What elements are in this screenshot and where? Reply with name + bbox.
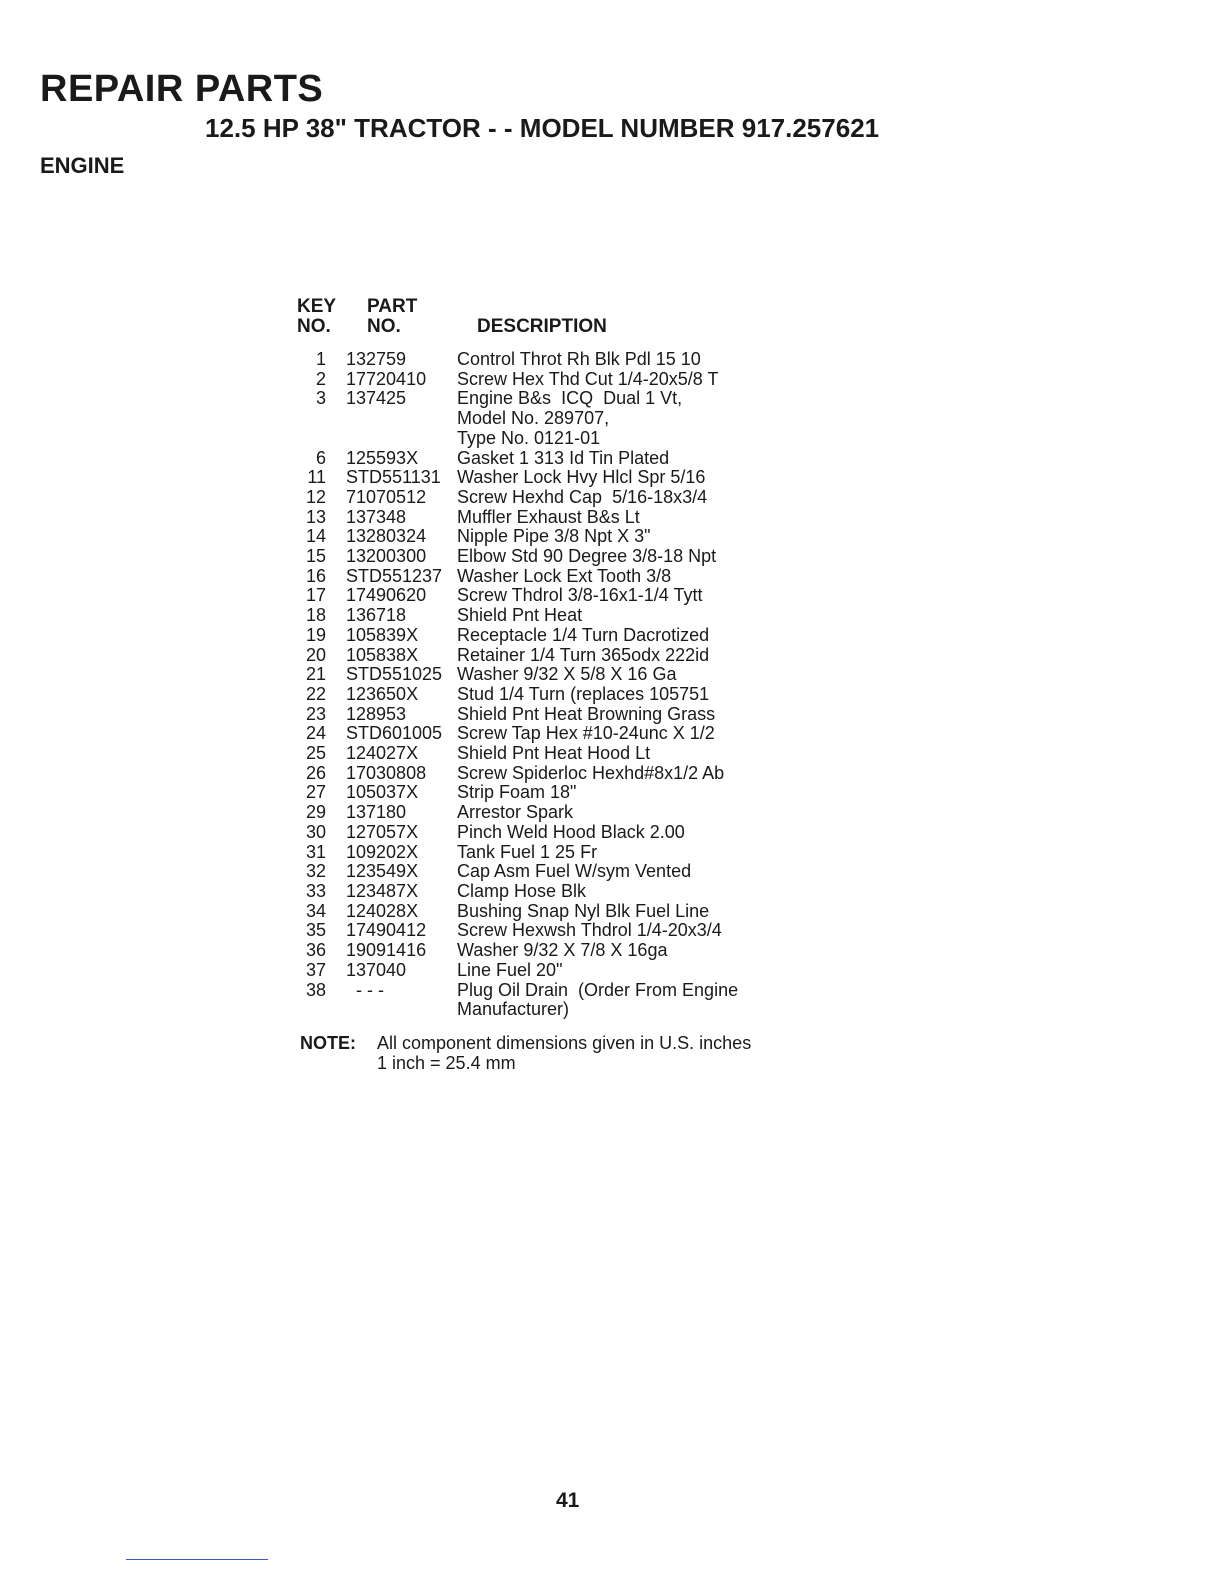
part-description: [457, 685, 816, 705]
key-number: 36: [305, 940, 326, 961]
part-number: 136718: [346, 605, 407, 626]
part-number: STD551237: [346, 565, 443, 586]
part-description: [457, 882, 816, 902]
parts-row: [296, 803, 816, 823]
description-line: Bushing Snap Nyl Blk Fuel Line: [457, 900, 710, 921]
description-line: Screw Hexhd Cap 5/16-18x3/4: [457, 486, 708, 507]
key-number: 23: [305, 703, 326, 724]
part-description: [457, 606, 816, 626]
key-number: 6: [315, 447, 326, 468]
part-description: [457, 527, 816, 547]
part-description: [457, 626, 816, 646]
key-number: 14: [305, 526, 326, 547]
part-description: [457, 803, 816, 823]
part-number: - - -: [346, 979, 384, 1000]
part-number: 137180: [346, 802, 407, 823]
description-line: Shield Pnt Heat Hood Lt: [457, 743, 651, 764]
key-number: 27: [305, 782, 326, 803]
key-number: 37: [305, 959, 326, 980]
description-line: Washer Lock Hvy Hlcl Spr 5/16: [457, 467, 706, 488]
key-number: 12: [305, 486, 326, 507]
note-label: NOTE:: [300, 1033, 356, 1053]
key-number: 2: [315, 368, 326, 389]
description-line: Manufacturer): [457, 999, 570, 1020]
description-line: Plug Oil Drain (Order From Engine: [457, 979, 739, 1000]
description-header: DESCRIPTION: [477, 316, 607, 337]
part-description: [457, 902, 816, 922]
parts-row: [296, 350, 816, 370]
part-description: [457, 941, 816, 961]
description-line: Engine B&s ICQ Dual 1 Vt,: [457, 388, 683, 409]
part-description: [457, 764, 816, 784]
description-line: Muffler Exhaust B&s Lt: [457, 506, 640, 527]
part-number: 105037X: [346, 782, 419, 803]
key-number: 32: [305, 861, 326, 882]
part-number: 13200300: [346, 546, 427, 567]
part-number: 137040: [346, 959, 407, 980]
parts-row: [296, 488, 816, 508]
part-description: [457, 843, 816, 863]
key-number: 1: [315, 349, 326, 369]
key-number: 21: [305, 664, 326, 685]
part-number: STD551131: [346, 467, 441, 488]
key-number: 15: [305, 546, 326, 567]
key-number: 35: [305, 920, 326, 941]
part-header-line1: PART: [367, 296, 418, 317]
key-number: 11: [307, 467, 326, 488]
section-title: ENGINE: [40, 153, 125, 178]
part-number: 13280324: [346, 526, 427, 547]
parts-row: [296, 981, 816, 1020]
part-description: [457, 823, 816, 843]
parts-row: [296, 705, 816, 725]
parts-row: [296, 744, 816, 764]
part-number: 125593X: [346, 447, 419, 468]
part-description: [457, 705, 816, 725]
footer-rule: [126, 1559, 268, 1560]
key-number: 33: [305, 880, 326, 901]
parts-row: [296, 449, 816, 469]
part-number: 17720410: [346, 368, 427, 389]
key-number: 25: [305, 743, 326, 764]
description-line: Washer Lock Ext Tooth 3/8: [457, 565, 672, 586]
part-number: 124028X: [346, 900, 419, 921]
key-number: 34: [305, 900, 326, 921]
parts-row: [296, 626, 816, 646]
description-line: Gasket 1 313 Id Tin Plated: [457, 447, 670, 468]
part-number: 124027X: [346, 743, 419, 764]
description-line: Arrestor Spark: [457, 802, 574, 823]
part-number: 137425: [346, 388, 407, 409]
part-description: [457, 862, 816, 882]
part-number: 17030808: [346, 762, 427, 783]
key-number: 31: [305, 841, 326, 862]
parts-row: [296, 685, 816, 705]
part-number: 105838X: [346, 644, 419, 665]
part-number: 17490620: [346, 585, 427, 606]
parts-row: [296, 527, 816, 547]
key-number: 13: [305, 506, 326, 527]
key-number: 20: [305, 644, 326, 665]
key-number: 38: [305, 979, 326, 1000]
key-number: 19: [305, 624, 326, 645]
part-number: 123487X: [346, 880, 419, 901]
parts-row: [296, 370, 816, 390]
part-number: 123549X: [346, 861, 419, 882]
parts-row: [296, 724, 816, 744]
part-description: [457, 665, 816, 685]
description-line: Clamp Hose Blk: [457, 880, 587, 901]
part-header-line2: NO.: [367, 316, 401, 337]
parts-row: [296, 606, 816, 626]
parts-list: [296, 350, 816, 1020]
key-number: 3: [315, 388, 326, 409]
description-line: Cap Asm Fuel W/sym Vented: [457, 861, 692, 882]
page-title: REPAIR PARTS: [40, 68, 324, 110]
description-line: Line Fuel 20": [457, 959, 563, 980]
description-line: Stud 1/4 Turn (replaces 105751: [457, 683, 710, 704]
key-number: 29: [305, 802, 326, 823]
description-line: Screw Tap Hex #10-24unc X 1/2: [457, 723, 715, 744]
part-description: [457, 921, 816, 941]
part-description: [457, 488, 816, 508]
parts-row: [296, 567, 816, 587]
note-text-line2: 1 inch = 25.4 mm: [377, 1053, 516, 1073]
part-description: [457, 350, 816, 370]
key-number: 22: [305, 683, 326, 704]
description-line: Strip Foam 18": [457, 782, 577, 803]
part-number: 19091416: [346, 940, 427, 961]
key-number: 18: [305, 605, 326, 626]
part-number: 71070512: [346, 486, 427, 507]
part-number: STD601005: [346, 723, 443, 744]
part-number: 109202X: [346, 841, 419, 862]
part-description: [457, 724, 816, 744]
description-line: Pinch Weld Hood Black 2.00: [457, 821, 685, 842]
part-description: [457, 981, 816, 1020]
part-description: [457, 646, 816, 666]
description-line: Shield Pnt Heat Browning Grass: [457, 703, 716, 724]
parts-row: [296, 862, 816, 882]
description-line: Nipple Pipe 3/8 Npt X 3": [457, 526, 651, 547]
parts-row: [296, 586, 816, 606]
part-description: [457, 468, 816, 488]
part-description: [457, 547, 816, 567]
page-number: 41: [556, 1489, 580, 1512]
parts-row: [296, 961, 816, 981]
part-number: 128953: [346, 703, 407, 724]
description-line: Screw Hex Thd Cut 1/4-20x5/8 T: [457, 368, 719, 389]
description-line: Tank Fuel 1 25 Fr: [457, 841, 598, 862]
part-description: [457, 961, 816, 981]
description-line: Model No. 289707,: [457, 408, 610, 429]
description-line: Retainer 1/4 Turn 365odx 222id: [457, 644, 710, 665]
key-no-header: [297, 297, 336, 337]
key-number: 24: [305, 723, 326, 744]
part-number: 123650X: [346, 683, 419, 704]
parts-row: [296, 823, 816, 843]
part-description: [457, 783, 816, 803]
description-line: Control Throt Rh Blk Pdl 15 10: [457, 349, 701, 369]
part-number: 127057X: [346, 821, 419, 842]
parts-row: [296, 389, 816, 448]
description-line: Receptacle 1/4 Turn Dacrotized: [457, 624, 710, 645]
parts-row: [296, 941, 816, 961]
key-header-line1: KEY: [297, 296, 337, 317]
part-number: STD551025: [346, 664, 443, 685]
description-line: Screw Thdrol 3/8-16x1-1/4 Tytt: [457, 585, 703, 606]
parts-row: [296, 468, 816, 488]
part-description: [457, 744, 816, 764]
part-number: 132759: [346, 349, 407, 369]
part-description: [457, 508, 816, 528]
part-number: 105839X: [346, 624, 419, 645]
part-no-header: [367, 297, 417, 337]
key-number: 17: [305, 585, 326, 606]
part-description: [457, 389, 816, 448]
parts-row: [296, 882, 816, 902]
parts-row: [296, 843, 816, 863]
key-number: 16: [305, 565, 326, 586]
key-number: 30: [305, 821, 326, 842]
parts-row: [296, 764, 816, 784]
parts-row: [296, 646, 816, 666]
part-description: [457, 370, 816, 390]
key-number: 26: [305, 762, 326, 783]
description-line: Elbow Std 90 Degree 3/8-18 Npt: [457, 546, 717, 567]
description-line: Screw Spiderloc Hexhd#8x1/2 Ab: [457, 762, 725, 783]
description-line: Washer 9/32 X 7/8 X 16ga: [457, 940, 668, 961]
part-description: [457, 567, 816, 587]
model-subtitle: 12.5 HP 38" TRACTOR - - MODEL NUMBER 917.257621: [205, 113, 880, 143]
description-line: Screw Hexwsh Thdrol 1/4-20x3/4: [457, 920, 722, 941]
part-number: 17490412: [346, 920, 427, 941]
description-line: Type No. 0121-01: [457, 427, 601, 448]
key-header-line2: NO.: [297, 316, 331, 337]
parts-row: [296, 783, 816, 803]
description-line: Shield Pnt Heat: [457, 605, 583, 626]
note-text-line1: All component dimensions given in U.S. inches: [377, 1033, 752, 1053]
note-block: [300, 1033, 751, 1073]
part-number: 137348: [346, 506, 407, 527]
parts-row: [296, 547, 816, 567]
description-line: Washer 9/32 X 5/8 X 16 Ga: [457, 664, 677, 685]
parts-row: [296, 665, 816, 685]
parts-row: [296, 902, 816, 922]
parts-row: [296, 508, 816, 528]
parts-row: [296, 921, 816, 941]
part-description: [457, 586, 816, 606]
part-description: [457, 449, 816, 469]
